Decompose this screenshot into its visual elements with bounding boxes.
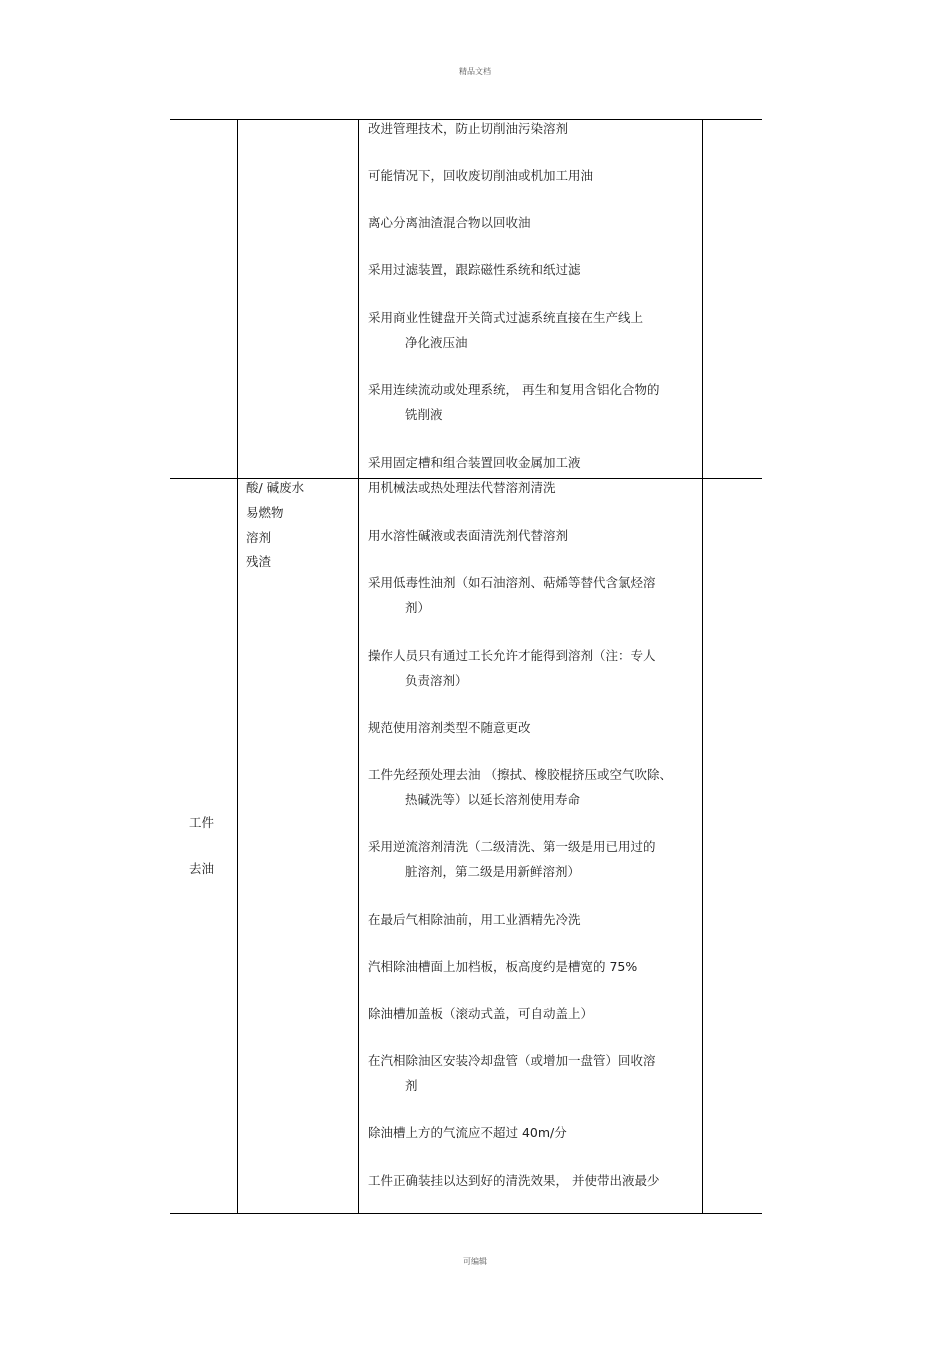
measure-item: 离心分离油渣混合物以回收油 xyxy=(368,215,531,230)
waste-type-item: 酸/ 碱废水 xyxy=(246,480,305,495)
measure-item: 除油槽加盖板（滚动式盖，可自动盖上） xyxy=(368,1006,594,1021)
measure-item: 可能情况下，回收废切削油或机加工用油 xyxy=(368,168,594,183)
measure-item: 采用商业性键盘开关筒式过滤系统直接在生产线上 净化液压油 xyxy=(368,310,644,350)
measure-item: 采用过滤装置，跟踪磁性系统和纸过滤 xyxy=(368,262,581,277)
measure-item: 工件先经预处理去油 （擦拭、橡胶棍挤压或空气吹除、 热碱洗等）以延长溶剂使用寿命 xyxy=(368,767,672,807)
measure-item: 汽相除油槽面上加档板，板高度约是槽宽的 75% xyxy=(368,959,638,974)
measure-item: 采用固定槽和组合装置回收金属加工液 xyxy=(368,455,581,470)
measure-item: 工件正确装挂以达到好的清洗效果， 并使带出液最少 xyxy=(368,1173,660,1188)
measure-item: 操作人员只有通过工长允许才能得到溶剂（注：专人 负责溶剂） xyxy=(368,648,656,688)
page-footer-label: 可编辑 xyxy=(463,1257,487,1266)
process-name-line-2: 去油 xyxy=(189,861,215,876)
measure-item: 采用低毒性油剂（如石油溶剂、萜烯等替代含氯烃溶 剂） xyxy=(368,575,656,615)
measure-item: 用水溶性碱液或表面清洗剂代替溶剂 xyxy=(368,528,569,543)
measure-item: 采用逆流溶剂清洗（二级清洗、第一级是用已用过的 脏溶剂，第二级是用新鲜溶剂） xyxy=(368,839,656,879)
measure-item: 除油槽上方的气流应不超过 40m/分 xyxy=(368,1125,567,1140)
table-bottom-rule xyxy=(170,1213,762,1214)
measure-item: 改进管理技术，防止切削油污染溶剂 xyxy=(368,121,569,136)
waste-type-item: 易燃物 xyxy=(246,505,284,520)
measure-item: 在最后气相除油前，用工业酒精先冷洗 xyxy=(368,912,581,927)
measure-item: 用机械法或热处理法代替溶剂清洗 xyxy=(368,480,556,495)
waste-type-item: 溶剂 xyxy=(246,530,272,545)
measure-item: 采用连续流动或处理系统， 再生和复用含铝化合物的 铣削液 xyxy=(368,382,660,422)
waste-type-item: 残渣 xyxy=(246,554,272,569)
table-col-divider-1 xyxy=(237,119,238,1213)
measure-item: 规范使用溶剂类型不随意更改 xyxy=(368,720,531,735)
process-name-line-1: 工件 xyxy=(189,815,215,830)
measure-item: 在汽相除油区安装冷却盘管（或增加一盘管）回收溶 剂 xyxy=(368,1053,656,1093)
table-col-divider-2 xyxy=(358,119,359,1213)
table-col-divider-3 xyxy=(702,119,703,1213)
page-header-label: 精品文档 xyxy=(459,67,491,76)
